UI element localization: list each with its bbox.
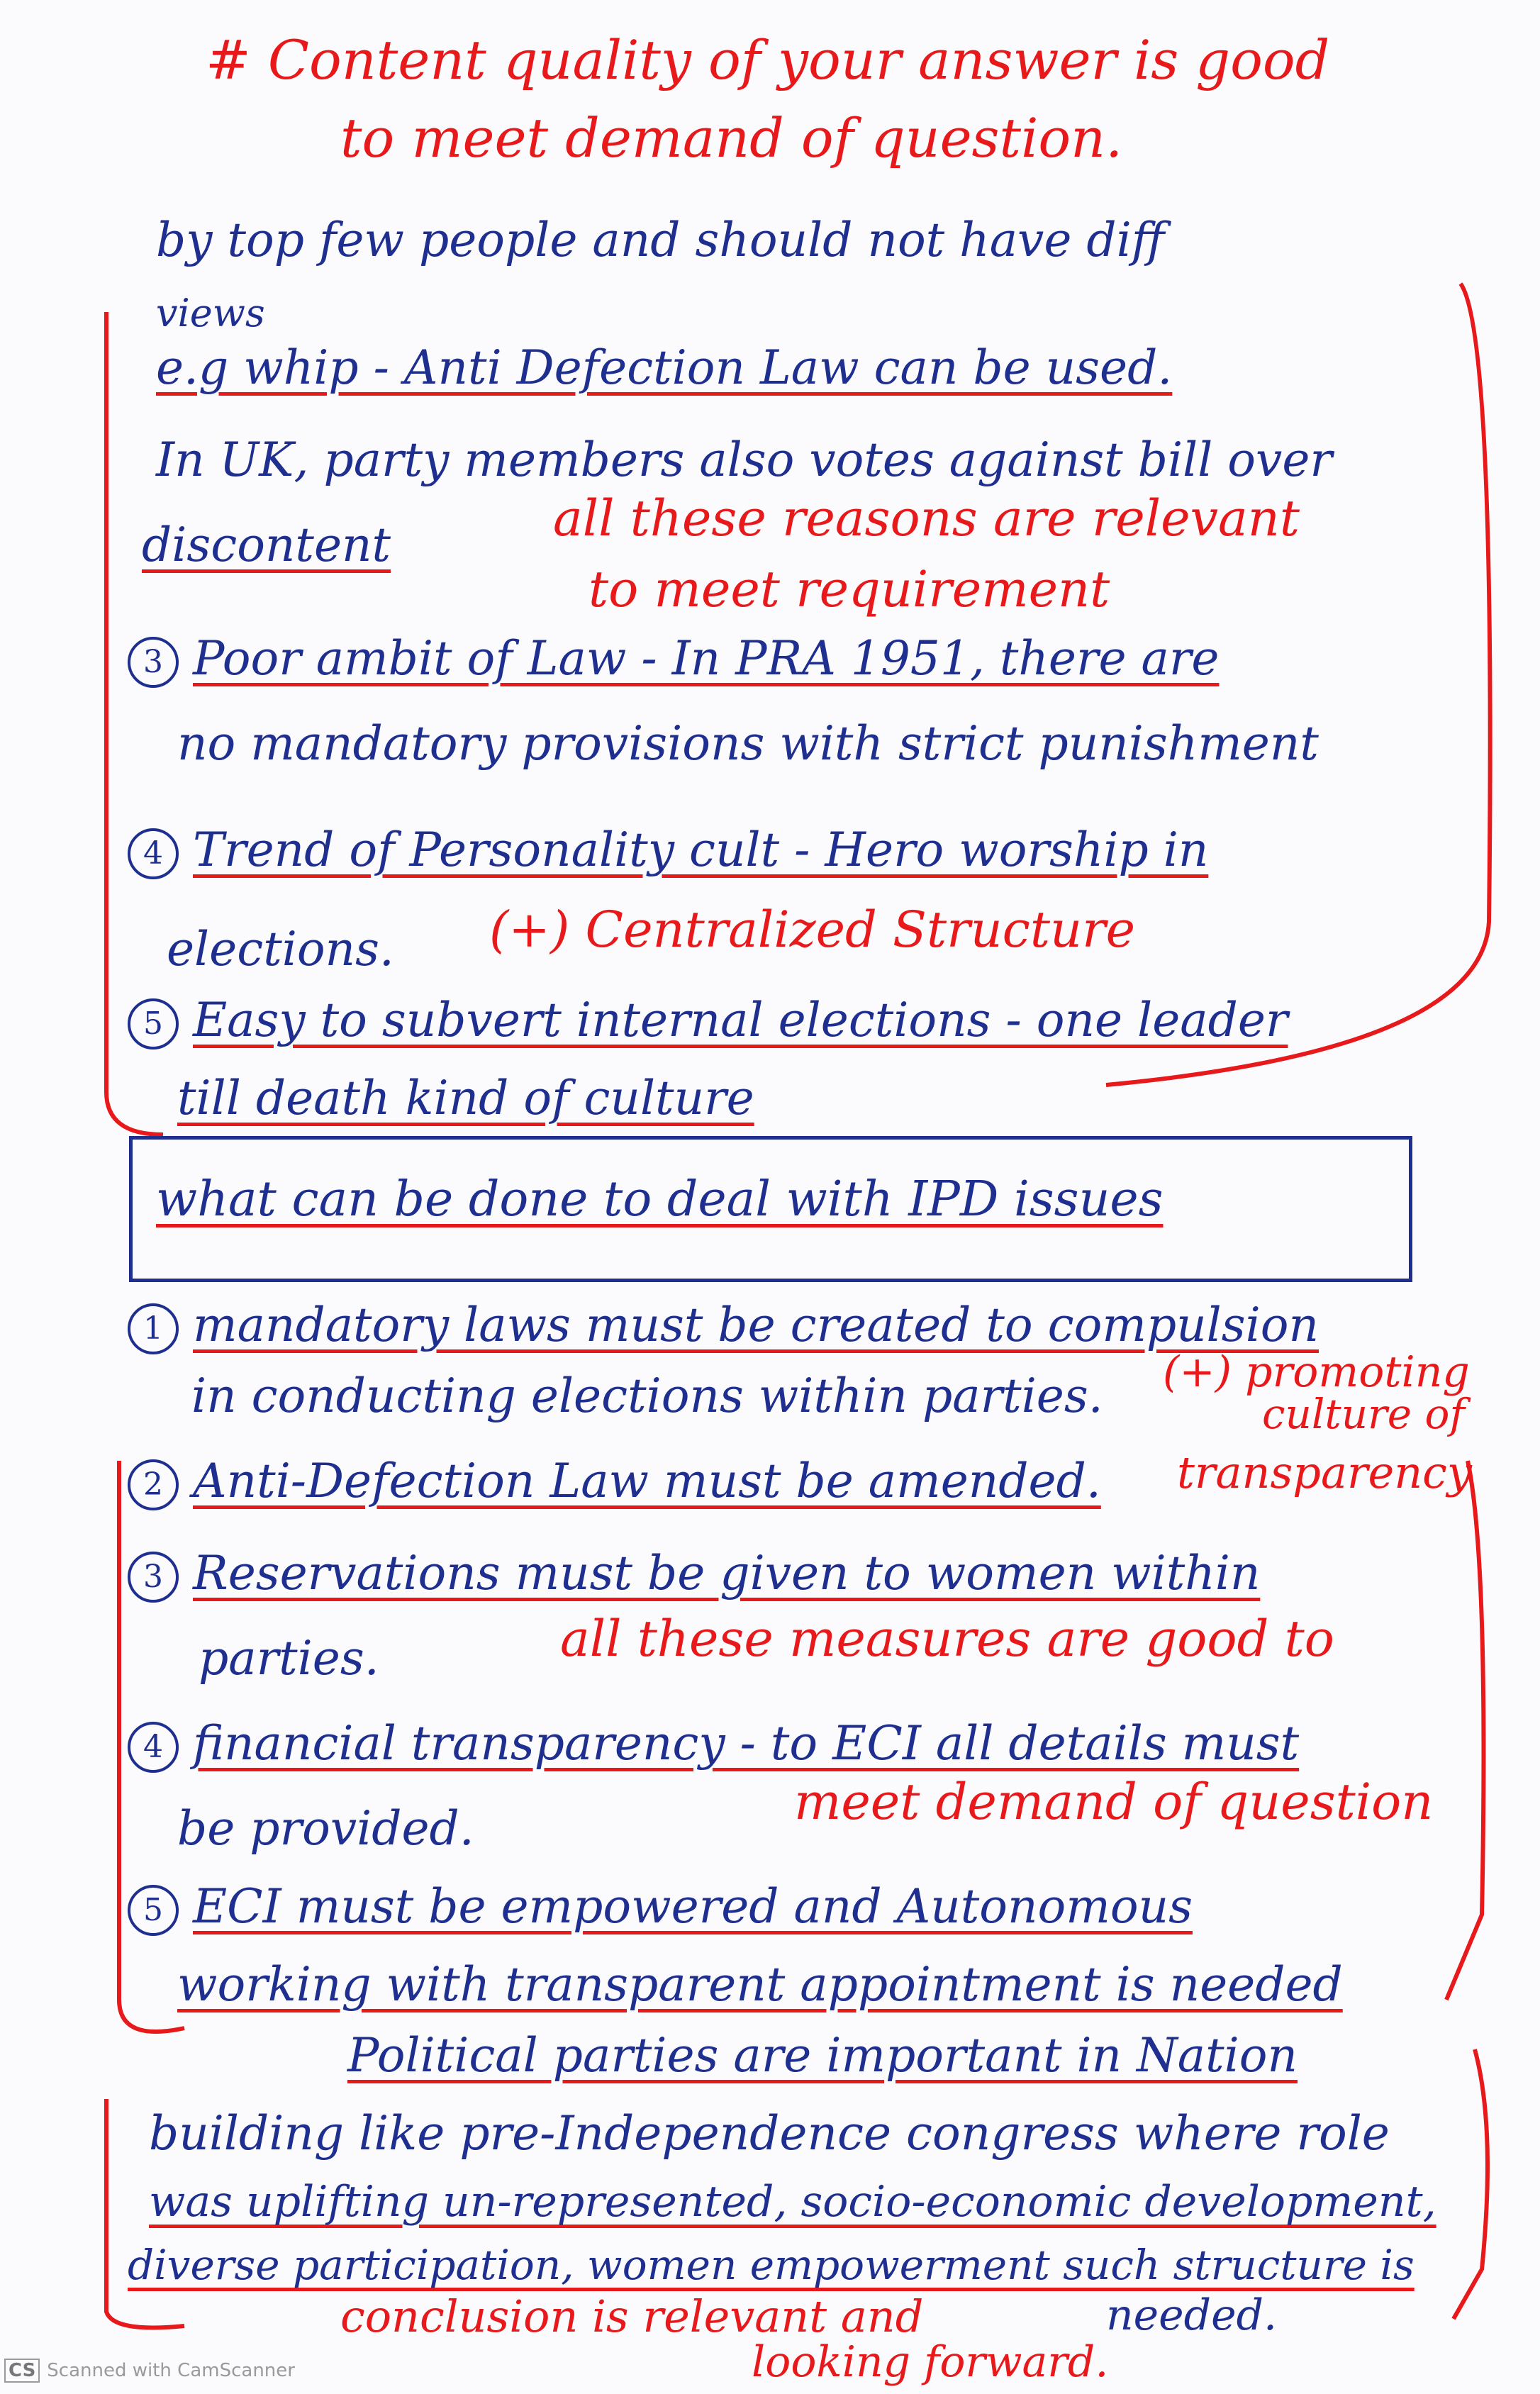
solution-4-line-2: be provided. (177, 1801, 474, 1856)
feedback-measures-2: meet demand of question (794, 1773, 1434, 1831)
solution-3-text: Reservations must be given to women within (193, 1546, 1261, 1600)
solution-1-line-1 (128, 1298, 1319, 1354)
answer-line-5: discontent (142, 518, 391, 572)
answer-line-1: by top few people and should not have diff (156, 213, 1165, 267)
feedback-promoting-2: culture of (1262, 1390, 1465, 1438)
answer-line-2: views (156, 291, 265, 335)
camscanner-logo: CS (4, 2359, 40, 2383)
solution-5-line-1 (128, 1879, 1193, 1936)
conclusion-line-4: diverse participation, women empowerment such structure is (128, 2241, 1415, 2289)
point-4-line-1 (128, 823, 1208, 879)
feedback-promoting-3: transparency (1177, 1447, 1472, 1498)
conclusion-line-5: needed. (1106, 2290, 1278, 2340)
solution-1-line-2: in conducting elections within parties. (191, 1369, 1103, 1423)
feedback-conclusion-1: conclusion is relevant and (340, 2290, 924, 2342)
solution-3-line-2: parties. (199, 1631, 379, 1686)
feedback-top-line1: # Content quality of your answer is good (206, 28, 1330, 91)
scanner-footer (4, 2359, 295, 2383)
solution-2-number: 2 (128, 1459, 179, 1510)
solution-2-line-1 (128, 1454, 1101, 1510)
feedback-reasons-relevant: all these reasons are relevant (553, 489, 1300, 547)
solution-4-line-1 (128, 1716, 1299, 1773)
point-5-line-2: till death kind of culture (177, 1071, 754, 1125)
solution-3-number: 3 (128, 1552, 179, 1603)
point-4-line-2: elections. (167, 922, 394, 976)
solutions-heading: what can be done to deal with IPD issues (156, 1171, 1164, 1227)
point-3-number: 3 (128, 637, 179, 688)
conclusion-line-3: was uplifting un-represented, socio-economic development, (149, 2177, 1436, 2227)
conclusion-line-2: building like pre-Independence congress where role (149, 2106, 1390, 2161)
solution-2-text: Anti-Defection Law must be amended. (193, 1454, 1101, 1508)
point-5-number: 5 (128, 998, 179, 1050)
conclusion-line-1: Political parties are important in Nation (347, 2028, 1298, 2083)
feedback-centralized: (+) Centralized Structure (489, 901, 1135, 959)
solution-4-text: financial transparency - to ECI all details must (193, 1716, 1300, 1771)
point-5-text: Easy to subvert internal elections - one leader (193, 993, 1288, 1047)
answer-line-3: e.g whip - Anti Defection Law can be used. (156, 340, 1173, 395)
point-5-line-1 (128, 993, 1288, 1050)
solution-5-number: 5 (128, 1885, 179, 1936)
solution-3-line-1 (128, 1546, 1260, 1603)
point-4-number: 4 (128, 828, 179, 879)
solution-5-line-2: working with transparent appointment is needed (177, 1957, 1343, 2012)
point-3-line-1 (128, 631, 1219, 688)
scanner-footer-text: Scanned with CamScanner (47, 2360, 295, 2381)
point-3-text: Poor ambit of Law - In PRA 1951, there are (193, 631, 1220, 686)
feedback-measures-1: all these measures are good to (560, 1610, 1334, 1668)
answer-line-4: In UK, party members also votes against bill over (156, 433, 1332, 487)
point-3-line-2: no mandatory provisions with strict punishment (177, 716, 1319, 771)
solution-4-number: 4 (128, 1722, 179, 1773)
solution-1-number: 1 (128, 1303, 179, 1354)
feedback-reasons-relevant-2: to meet requirement (588, 560, 1110, 618)
solution-5-text: ECI must be empowered and Autonomous (193, 1879, 1193, 1934)
feedback-promoting-1: (+) promoting (1163, 1347, 1470, 1397)
solution-1-text: mandatory laws must be created to compulsion (193, 1298, 1319, 1352)
feedback-conclusion-2: looking forward. (752, 2337, 1109, 2387)
feedback-top-line2: to meet demand of question. (340, 106, 1123, 169)
point-4-text: Trend of Personality cult - Hero worship in (193, 823, 1209, 877)
